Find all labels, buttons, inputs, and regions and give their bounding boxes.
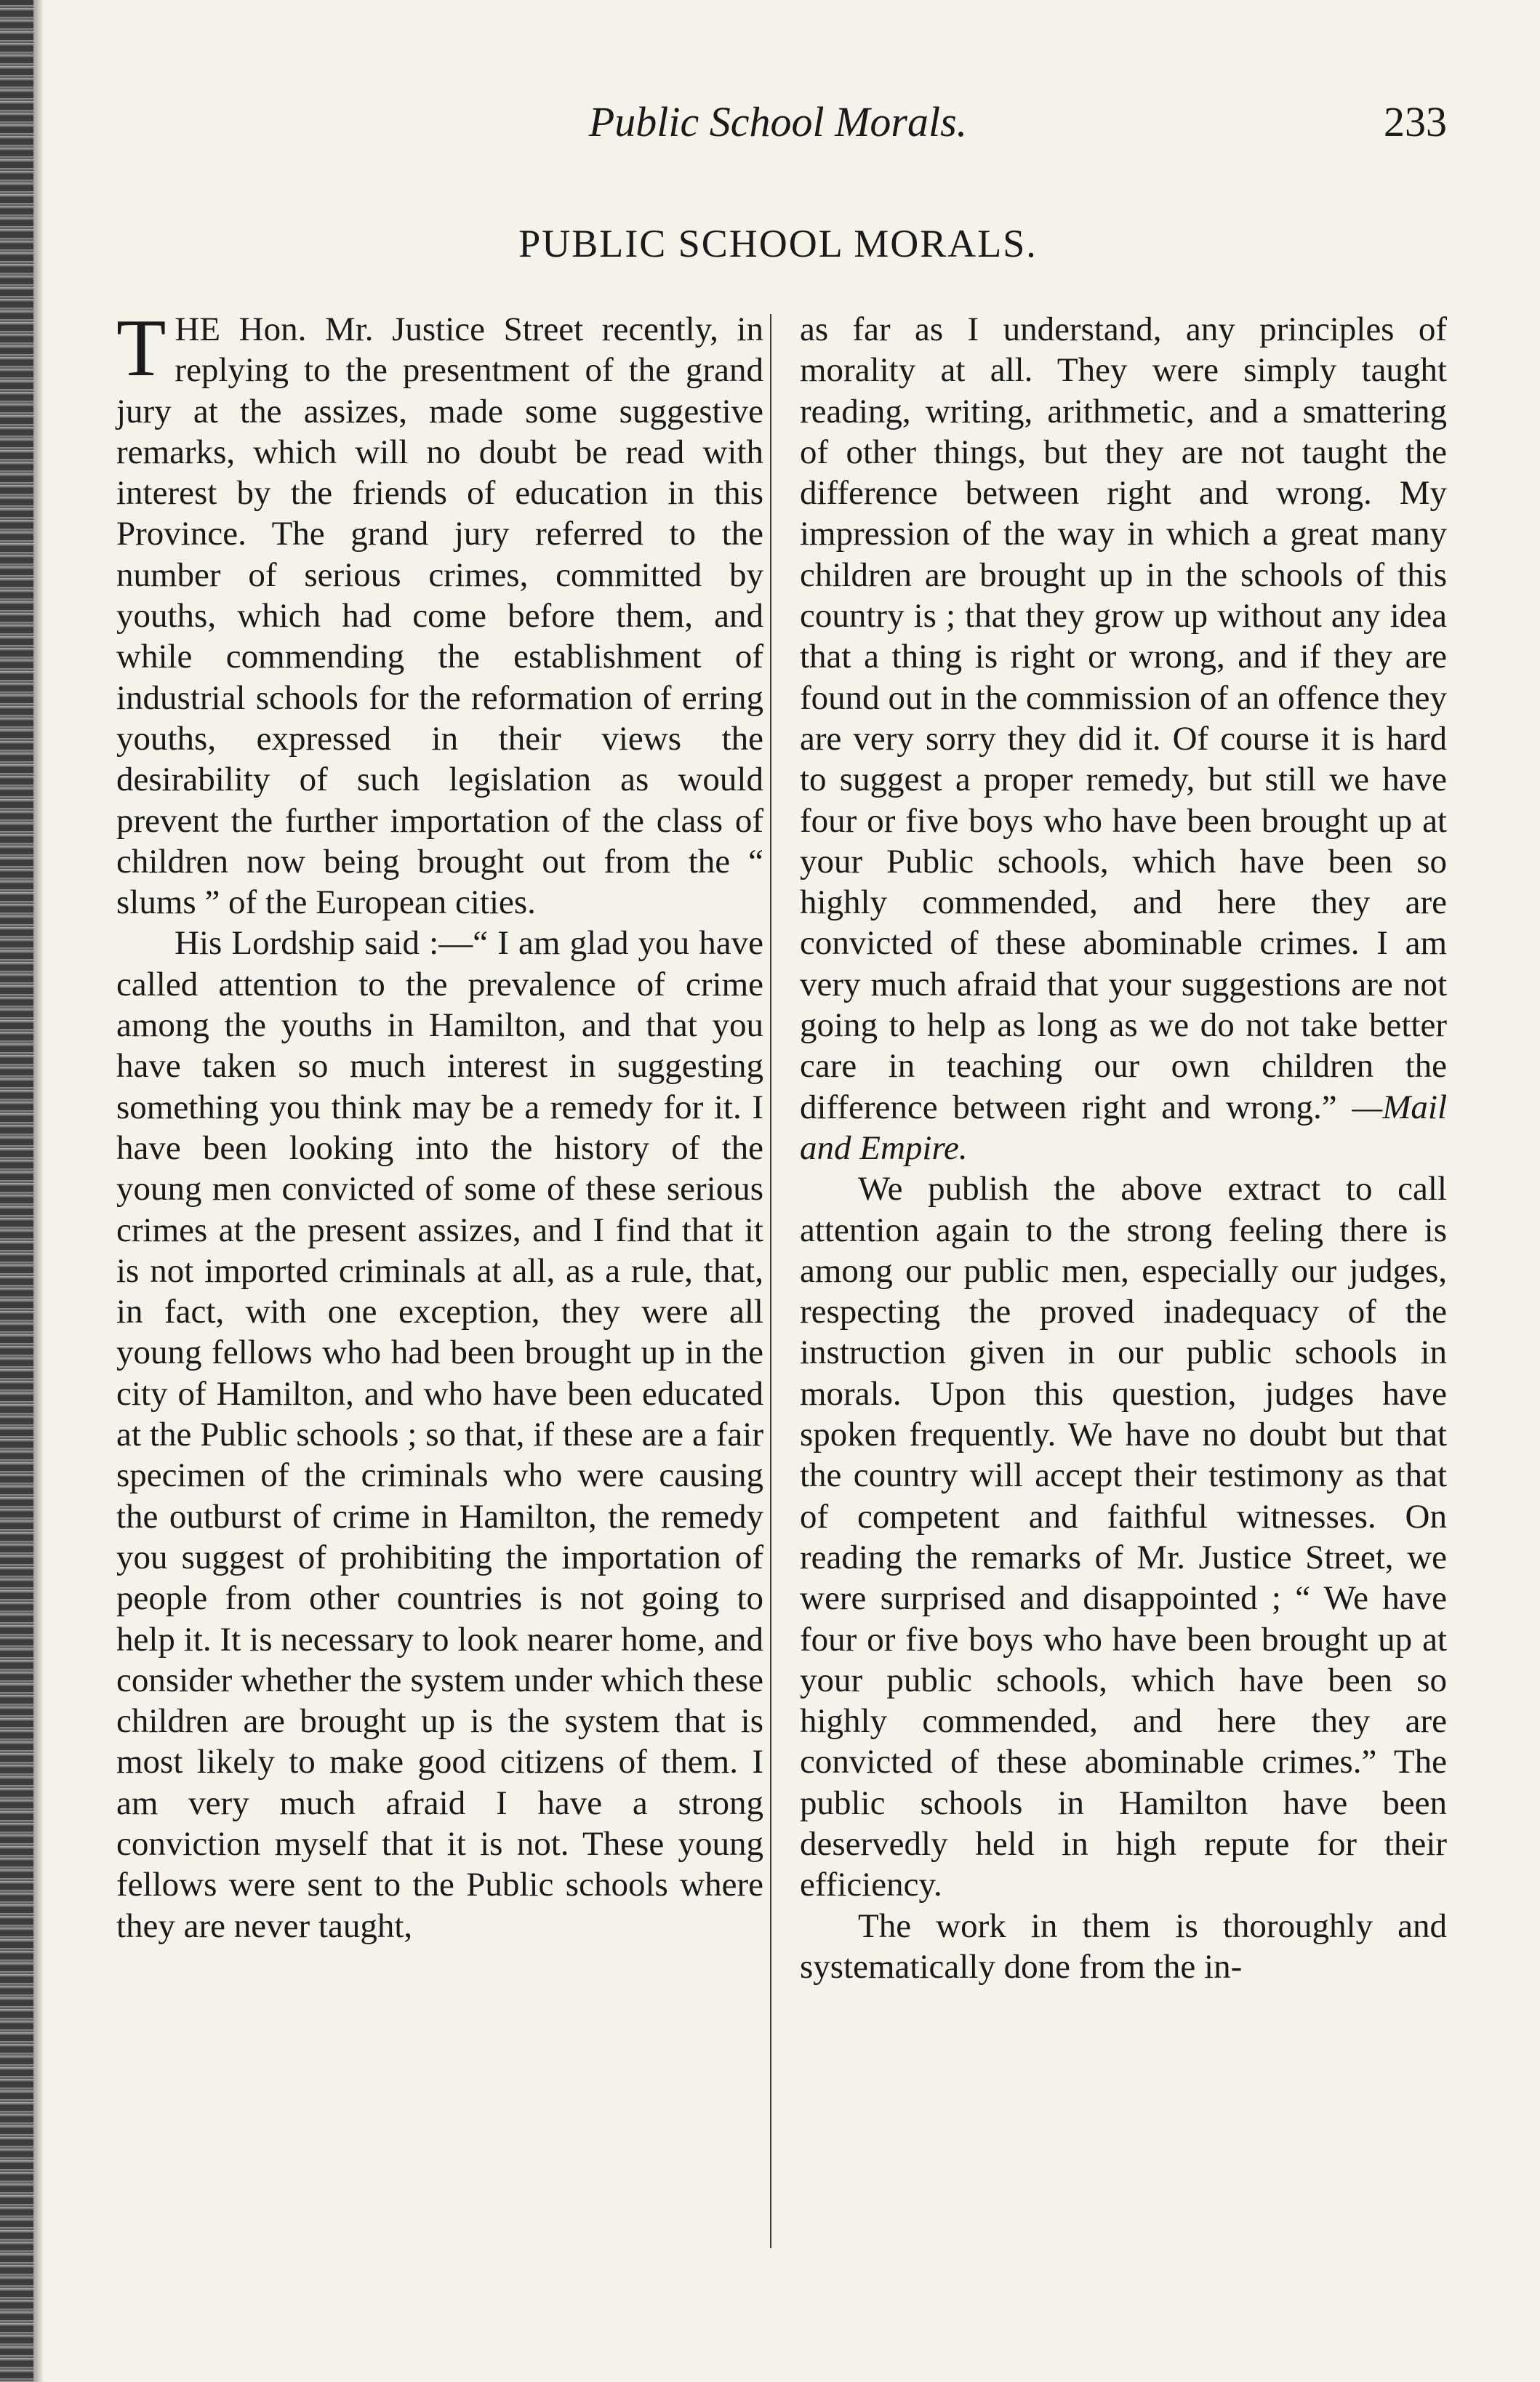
paragraph-2-part-1	[116, 923, 763, 1946]
column-rule	[770, 314, 771, 2248]
drop-cap: T	[116, 303, 167, 393]
paragraph-3: We publish the above extract to call attention again to the strong feeling there is among our public men, especially our judges, respecting the proved inadequacy of the instruction given in our public schools in morals. Upon this question, judges have spoken frequently. We have no doubt but that the country will accept their testimony as that of competent and faithful witnesses. On reading the remarks of Mr. Justice Street, we were surprised and disappointed ; “ We have four or five boys who have been brought up at your public schools, which have been so highly commended, and here they are convicted of these abominable crimes.” The public schools in Hamilton have been deservedly held in high repute for their efficiency.	[800, 1170, 1447, 1904]
text-column-left	[116, 303, 763, 1946]
article-title: PUBLIC SCHOOL MORALS.	[518, 222, 1038, 265]
source-attribution: —Mail and Empire.	[800, 1088, 1447, 1167]
paragraph-2-text-right: as far as I understand, any principles of morality at all. They were simply taught reading, writing, arithmetic, and a smattering of other things, but they are not taught the difference between right and wrong. My impression of the way in which a great many children are brought up in the schools of this country is ; that they grow up without any idea that a thing is right or wrong, and if they are found out in the commission of an offence they are very sorry they did it. Of course it is hard to suggest a proper remedy, but still we have four or five boys who have been brought up at your Public schools, which have been so highly commended, and here they are convicted of these abominable crimes. I am very much afraid that your suggestions are not going to help as long as we do not take better care in teaching our own children the difference between right and wrong.”	[800, 310, 1447, 1126]
page-binding-edge	[0, 0, 33, 2382]
running-head	[109, 93, 1447, 151]
running-title: Public School Morals.	[588, 98, 968, 145]
paragraph-2-text-left: His Lordship said :—“ I am glad you have called attention to the prevalence of crime among the youths in Hamilton, and that you have taken so much interest in suggesting something you think may be a remedy for it. I have been looking into the history of the young men convicted of some of these serious crimes at the present assizes, and I find that it is not imported criminals at all, as a rule, that, in fact, with one exception, they were all young fellows who had been brought up in the city of Hamilton, and who have been educated at the Public schools ; so that, if these are a fair specimen of the criminals who were causing the outburst of crime in Hamilton, the remedy you suggest of prohibiting the importation of people from other countries is not going to help it. It is necessary to look nearer home, and consider whether the system under which these children are brought up is the system that is most likely to make good citizens of them. I am very much afraid I have a strong conviction myself that it is not. These young fellows were sent to the Public schools where they are never taught,	[116, 924, 763, 1945]
paragraph-4: The work in them is thoroughly and systematically done from the in-	[800, 1906, 1447, 1986]
page-number: 233	[1384, 98, 1447, 145]
paragraph-1	[116, 303, 763, 923]
paragraph-2-part-2	[800, 309, 1447, 1168]
paragraph-1-text: HE Hon. Mr. Justice Street recently, in replying to the presentment of the grand jury at the assizes, made some suggestive remarks, which will no doubt be read with interest by the friends of education in this Province. The grand jury referred to the number of serious crimes, committed by youths, which had come before them, and while commending the establishment of industrial schools for the reformation of erring youths, expressed in their views the desirability of such legislation as would prevent the further importation of the class of children now being brought out from the “ slums ” of the European cities.	[116, 310, 763, 922]
text-column-right	[800, 309, 1447, 1987]
